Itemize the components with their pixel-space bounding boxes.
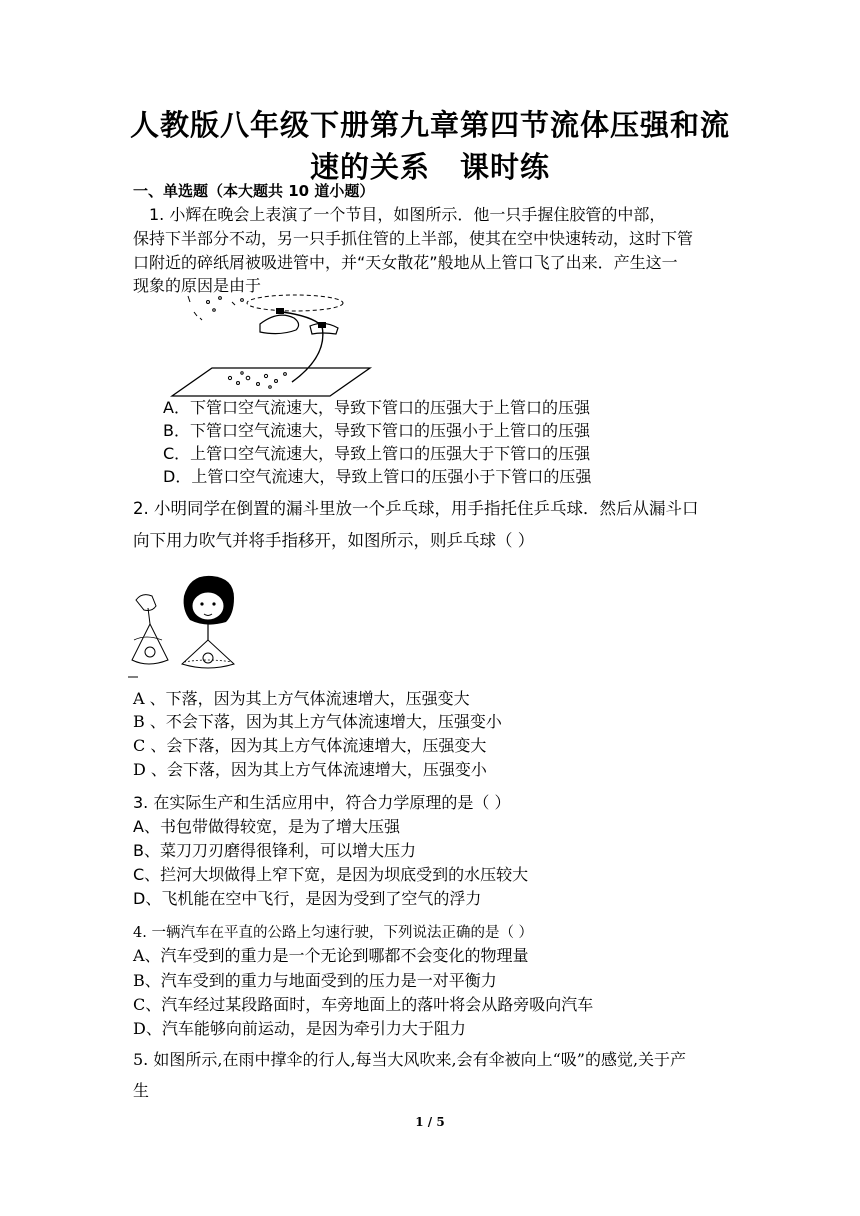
- q4-stem: 4. 一辆汽车在平直的公路上匀速行驶，下列说法正确的是（ ）: [133, 925, 534, 941]
- q1-stem-line2: 保持下半部分不动，另一只手抓住管的上半部，使其在空中快速转动，这时下管: [133, 229, 694, 248]
- q1-stem-line3: 口附近的碎纸屑被吸进管中，并“天女散花”般地从上管口飞了出来．产生这一: [133, 253, 678, 272]
- q1-option-b[interactable]: B．下管口空气流速大，导致下管口的压强小于上管口的压强: [163, 421, 590, 440]
- q4-option-c[interactable]: C、汽车经过某段路面时，车旁地面上的落叶将会从路旁吸向汽车: [133, 995, 594, 1014]
- q4-option-a[interactable]: A、汽车受到的重力是一个无论到哪都不会变化的物理量: [133, 946, 529, 965]
- q1-figure-rotating-tube: [170, 288, 390, 400]
- q3-option-d[interactable]: D、飞机能在空中飞行，是因为受到了空气的浮力: [133, 889, 482, 908]
- q1-stem-line4: 现象的原因是由于: [133, 276, 262, 295]
- section-heading: 一、单选题（本大题共 10 道小题）: [133, 182, 375, 200]
- q5-stem-line2: 生: [133, 1081, 150, 1100]
- doc-title-line1: 人教版八年级下册第九章第四节流体压强和流: [129, 108, 730, 142]
- doc-title-line2: 速的关系 课时练: [309, 150, 550, 184]
- q3-option-b[interactable]: B、菜刀刀刃磨得很锋利，可以增大压力: [133, 841, 416, 860]
- q3-stem: 3. 在实际生产和生活应用中，符合力学原理的是（ ）: [133, 793, 511, 812]
- q4-option-b[interactable]: B、汽车受到的重力与地面受到的压力是一对平衡力: [133, 971, 497, 990]
- q2-option-d[interactable]: D 、会下落，因为其上方气体流速增大，压强变小: [133, 760, 487, 779]
- q2-option-b[interactable]: B 、不会下落，因为其上方气体流速增大，压强变小: [133, 712, 502, 731]
- q1-option-c[interactable]: C．上管口空气流速大，导致上管口的压强大于下管口的压强: [163, 444, 591, 463]
- q2-option-c[interactable]: C 、会下落，因为其上方气体流速增大，压强变大: [133, 736, 487, 755]
- q2-option-a[interactable]: A 、下落，因为其上方气体流速增大，压强变大: [133, 689, 470, 708]
- q1-option-d[interactable]: D．上管口空气流速大，导致上管口的压强小于下管口的压强: [163, 467, 592, 486]
- q5-stem-line1: 5. 如图所示,在雨中撑伞的行人,每当大风吹来,会有伞被向上“吸”的感觉,关于产: [133, 1050, 687, 1069]
- q2-stem-line1: 2. 小明同学在倒置的漏斗里放一个乒乓球，用手指托住乒乓球．然后从漏斗口: [133, 499, 699, 518]
- q3-option-a[interactable]: A、书包带做得较宽，是为了增大压强: [133, 817, 400, 836]
- q1-stem-line1: 1. 小辉在晚会上表演了一个节目，如图所示．他一只手握住胶管的中部，: [133, 205, 666, 224]
- q2-stem-line2: 向下用力吹气并将手指移开，如图所示，则乒乓球（ ）: [133, 531, 535, 550]
- q3-option-c[interactable]: C、拦河大坝做得上窄下宽，是因为坝底受到的水压较大: [133, 865, 529, 884]
- page-number: 1 / 5: [415, 1115, 445, 1129]
- q1-option-a[interactable]: A．下管口空气流速大，导致下管口的压强大于上管口的压强: [163, 398, 590, 417]
- q2-figure-funnel-pingpong: [128, 574, 248, 680]
- q4-option-d[interactable]: D、汽车能够向前运动，是因为牵引力大于阻力: [133, 1019, 466, 1038]
